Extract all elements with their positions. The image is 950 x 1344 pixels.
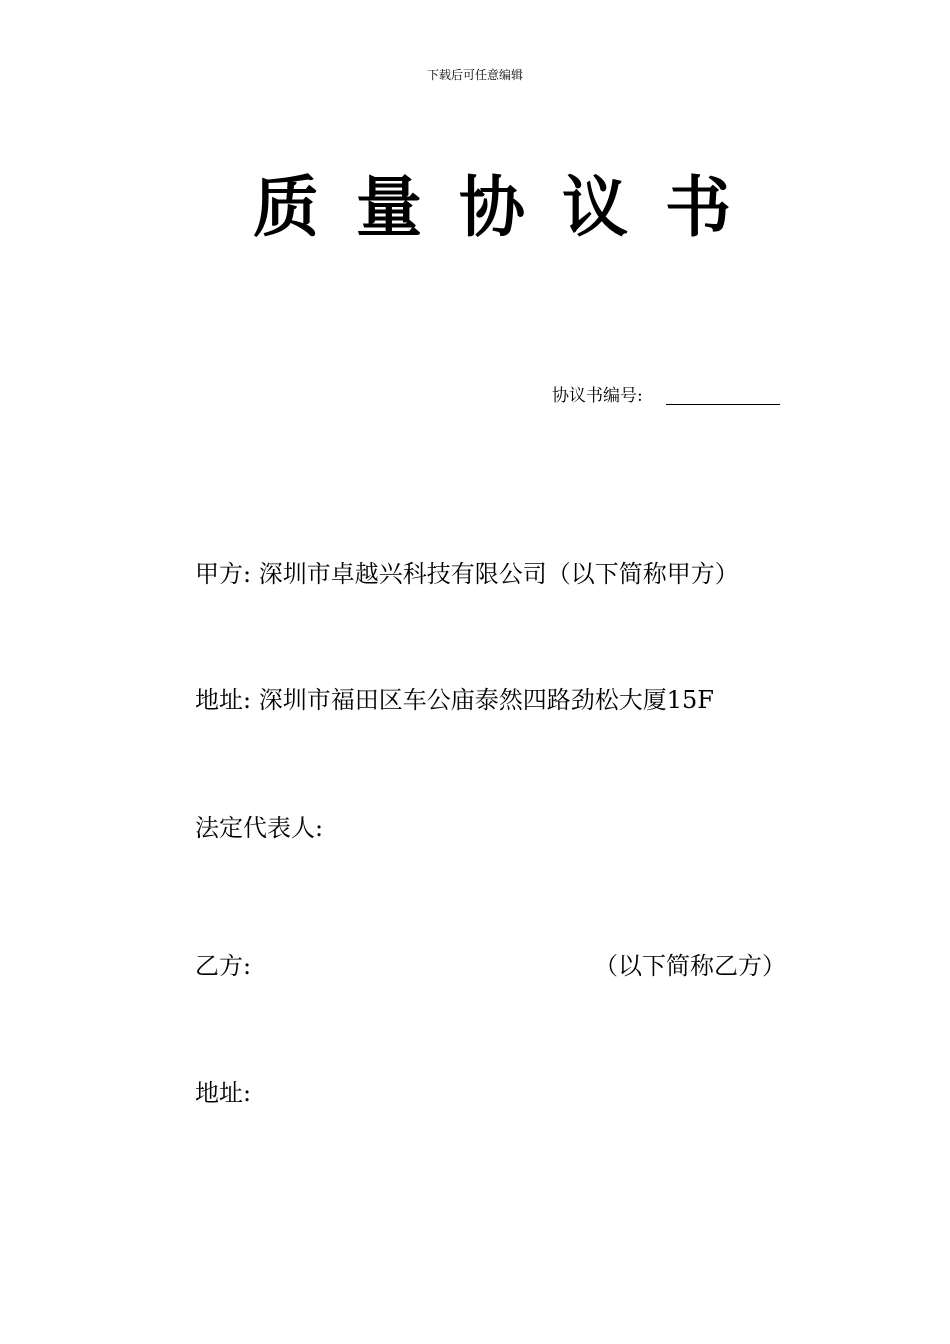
party-b-short-name-note: （以下简称乙方） xyxy=(594,952,786,980)
party-b-address: 地址: xyxy=(195,1079,252,1107)
title-char: 协 xyxy=(459,169,525,246)
agreement-number-blank xyxy=(666,404,780,405)
party-b-label: 乙方: xyxy=(195,952,252,980)
party-a-legal-representative: 法定代表人: xyxy=(195,814,324,842)
header-note: 下载后可任意编辑 xyxy=(426,68,523,82)
party-a-address: 地址: 深圳市福田区车公庙泰然四路劲松大厦15F xyxy=(195,686,714,714)
title-char: 书 xyxy=(665,169,731,246)
agreement-number-label: 协议书编号: xyxy=(552,386,643,406)
title-char: 量 xyxy=(356,169,422,246)
party-a-name: 甲方: 深圳市卓越兴科技有限公司（以下简称甲方） xyxy=(195,560,739,588)
document-title xyxy=(0,170,950,250)
title-char: 质 xyxy=(253,169,319,246)
title-char: 议 xyxy=(562,169,628,246)
